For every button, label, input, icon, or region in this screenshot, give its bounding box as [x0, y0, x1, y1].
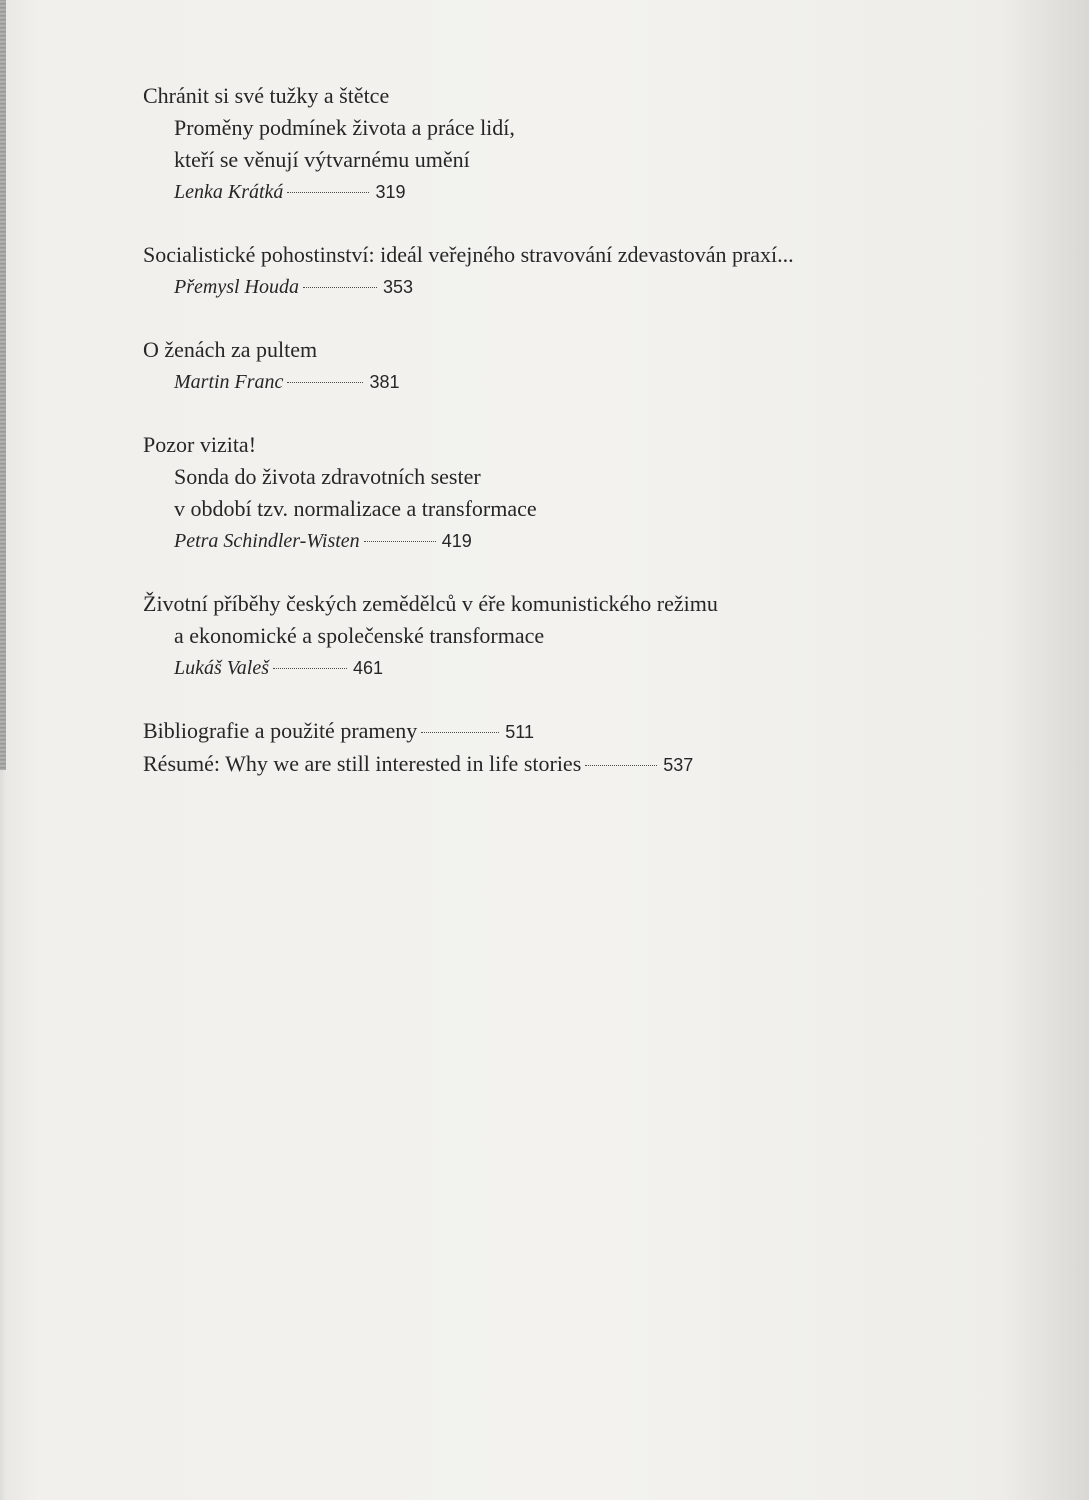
resume-title: Résumé: Why we are still interested in life stories	[143, 751, 582, 776]
entry-author-line	[143, 176, 1023, 208]
entry-subtitle: v období tzv. normalizace a transformace	[174, 496, 537, 521]
entry-author: Lenka Krátká	[174, 181, 284, 203]
dot-leader	[287, 192, 369, 193]
dot-leader	[273, 668, 347, 669]
resume-page-number: 537	[663, 755, 694, 775]
dot-leader	[585, 765, 657, 766]
entry-subtitle: kteří se věnují výtvarnému umění	[174, 147, 470, 172]
entry-author-line	[143, 652, 1023, 684]
entry-title: Pozor vizita!	[143, 432, 257, 457]
entry-author: Lukáš Valeš	[174, 657, 269, 679]
entry-page-number: 319	[375, 182, 406, 202]
toc-entry	[143, 80, 1023, 208]
resume-line	[143, 748, 1023, 781]
toc-entry	[143, 588, 1023, 684]
bibliography-title: Bibliografie a použité prameny	[143, 718, 418, 743]
toc-entry	[143, 334, 1023, 398]
entry-subtitle: a ekonomické a společenské transformace	[174, 623, 545, 648]
entry-author-line	[143, 366, 1023, 398]
binding-edge	[0, 0, 6, 770]
entry-title: Socialistické pohostinství: ideál veřejného stravování zdevastován praxí...	[143, 242, 794, 267]
entry-title: Životní příběhy českých zemědělců v éře komunistického režimu	[143, 591, 718, 616]
bibliography-line	[143, 715, 1023, 748]
entry-page-number: 381	[369, 372, 400, 392]
entry-subtitle: Sonda do života zdravotních sester	[174, 464, 481, 489]
dot-leader	[421, 732, 499, 733]
entry-page-number: 353	[382, 277, 414, 297]
toc-back-matter	[143, 715, 1023, 781]
table-of-contents	[143, 80, 1023, 781]
dot-leader	[303, 287, 377, 288]
entry-author-line	[143, 525, 1023, 557]
entry-author: Petra Schindler-Wisten	[174, 530, 360, 552]
entry-title: Chránit si své tužky a štětce	[143, 83, 390, 108]
dot-leader	[287, 382, 363, 383]
bibliography-page-number: 511	[505, 722, 534, 742]
entry-page-number: 461	[353, 658, 384, 678]
entry-author: Martin Franc	[174, 371, 284, 393]
toc-entry	[143, 239, 1023, 303]
entry-author: Přemysl Houda	[174, 276, 299, 298]
dot-leader	[364, 541, 436, 542]
entry-author-line	[143, 271, 1023, 303]
entry-title: O ženách za pultem	[143, 337, 318, 362]
entry-page-number: 419	[441, 531, 472, 551]
toc-entry	[143, 429, 1023, 557]
entry-subtitle: Proměny podmínek života a práce lidí,	[174, 115, 515, 140]
